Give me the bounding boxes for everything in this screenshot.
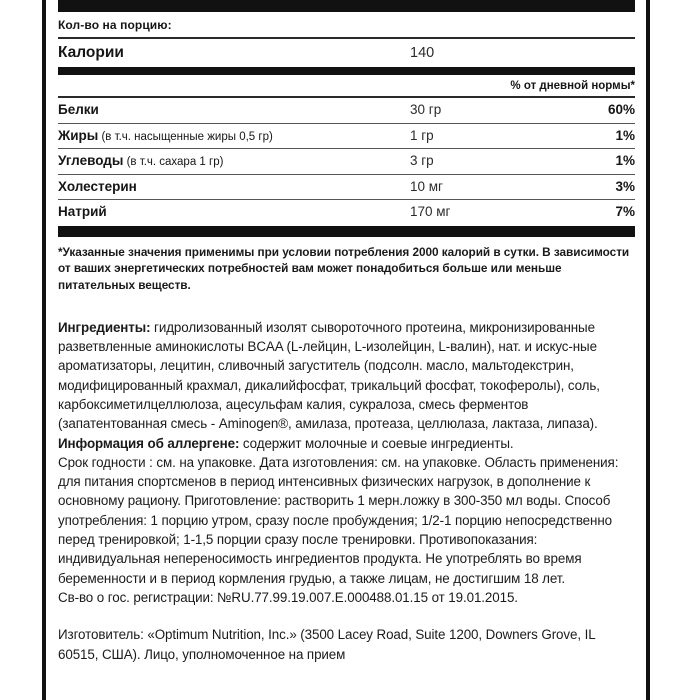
- allergen-text: содержит молочные и соевые ингредиенты.: [239, 435, 514, 451]
- daily-value-footnote: *Указанные значения применимы при условии потребления 2000 калорий в сутки. В зависимости от ваших энергетических потребностей вам может понадобиться больше или меньше питательных веществ.: [58, 244, 630, 292]
- nutrient-name: [58, 180, 410, 195]
- table-row: [58, 149, 635, 175]
- nutrient-amount: 170 мг: [410, 204, 451, 219]
- nutrient-daily-value: 1%: [615, 153, 635, 168]
- ingredients-heading: Ингредиенты:: [58, 319, 151, 335]
- manufacturer-text: Изготовитель: «Optimum Nutrition, Inc.» (3500 Lacey Road, Suite 1200, Downers Grove, IL 60515, США). Лицо, уполномоченное на прием: [58, 627, 596, 662]
- nutrient-subnote: (в т.ч. сахара 1 гр): [123, 156, 224, 168]
- nutrient-amount: 30 гр: [410, 102, 442, 117]
- nutrient-daily-value: 60%: [607, 102, 635, 117]
- nutrient-name-text: Натрий: [58, 205, 107, 219]
- nutrient-amount: 10 мг: [410, 178, 443, 194]
- nutrient-daily-value: 1%: [615, 127, 635, 143]
- nutrient-amount: 3 гр: [410, 153, 434, 168]
- table-row: [58, 175, 635, 201]
- ingredients-paragraph: [58, 318, 635, 434]
- table-bottom-bar: [58, 226, 635, 237]
- nutrient-amount: 1 гр: [410, 127, 434, 143]
- nutrient-name-text: Белки: [58, 103, 99, 117]
- nutrient-name-text: Холестерин: [58, 179, 137, 194]
- calories-value: 140: [410, 45, 435, 61]
- calories-row: [58, 39, 635, 67]
- manufacturer-block: [58, 607, 635, 664]
- table-row: [58, 200, 635, 225]
- nutrient-name: [58, 154, 410, 169]
- ingredients-text: гидролизованный изолят сывороточного протеина, микронизированные разветвленные аминокислоты BCAA (L-лейцин, L-изолейцин, L-валин), нат. и искус-ные ароматизаторы, лецитин, сливочный загуститель (подсолн. масло, мальтодекстрин, модифицированный крахмал, дикалийфосфат, трикальций фосфат, токоферолы), соль, карбоксиметилцеллюлоза, ацесульфам калия, сукралоза, смесь ферментов (запатентованная смесь - Aminogen®, амилаза, протеаза, целлюлаза, лактаза, липаза).: [58, 319, 600, 432]
- nutrient-name-text: Углеводы: [58, 154, 124, 168]
- registration-text: Св-во о гос. регистрации: №RU.77.99.19.007.E.000488.01.15 от 19.01.2015.: [58, 589, 518, 605]
- table-row: [58, 98, 635, 124]
- nutrient-name: [58, 103, 410, 118]
- table-top-bar: [58, 0, 635, 12]
- allergen-heading: Информация об аллергене:: [58, 435, 240, 451]
- table-mid-bar: [58, 67, 635, 75]
- usage-block: [58, 434, 635, 608]
- ingredients-block: [58, 294, 635, 434]
- nutrient-name: [58, 129, 410, 144]
- usage-text: Срок годности : см. на упаковке. Дата изготовления: см. на упаковке. Область применения: для питания спортсменов в период интенсивных физических нагрузок, в дополнение к основному рациону. Приготовление: растворить 1 мерн.ложку в 300-350 мл воды. Способ употребления: 1 порцию утром, сразу после пробуждения; 1/2-1 порцию непосредственно перед тренировкой; 1-1,5 порции сразу после тренировки. Противопоказания: индивидуальная непереносимость ингредиентов продукта. Не употреблять во время беременности и в период кормления грудью, а также лицам, не достигшим 18 лет.: [58, 454, 619, 586]
- allergen-paragraph: [58, 434, 635, 453]
- nutrient-subnote: (в т.ч. насыщенные жиры 0,5 гр): [98, 130, 273, 143]
- nutrition-label-panel: [42, 0, 650, 700]
- table-row: [58, 124, 635, 150]
- calories-label: Калории: [58, 44, 124, 61]
- nutrient-name-text: Жиры: [58, 128, 99, 143]
- nutrient-daily-value: 3%: [615, 178, 635, 194]
- nutrient-daily-value: 7%: [615, 204, 635, 219]
- serving-label: Кол-во на порцию:: [58, 12, 635, 39]
- daily-value-header: % от дневной нормы*: [58, 75, 635, 98]
- nutrient-name: [58, 205, 410, 220]
- nutrition-facts-table: [58, 0, 635, 294]
